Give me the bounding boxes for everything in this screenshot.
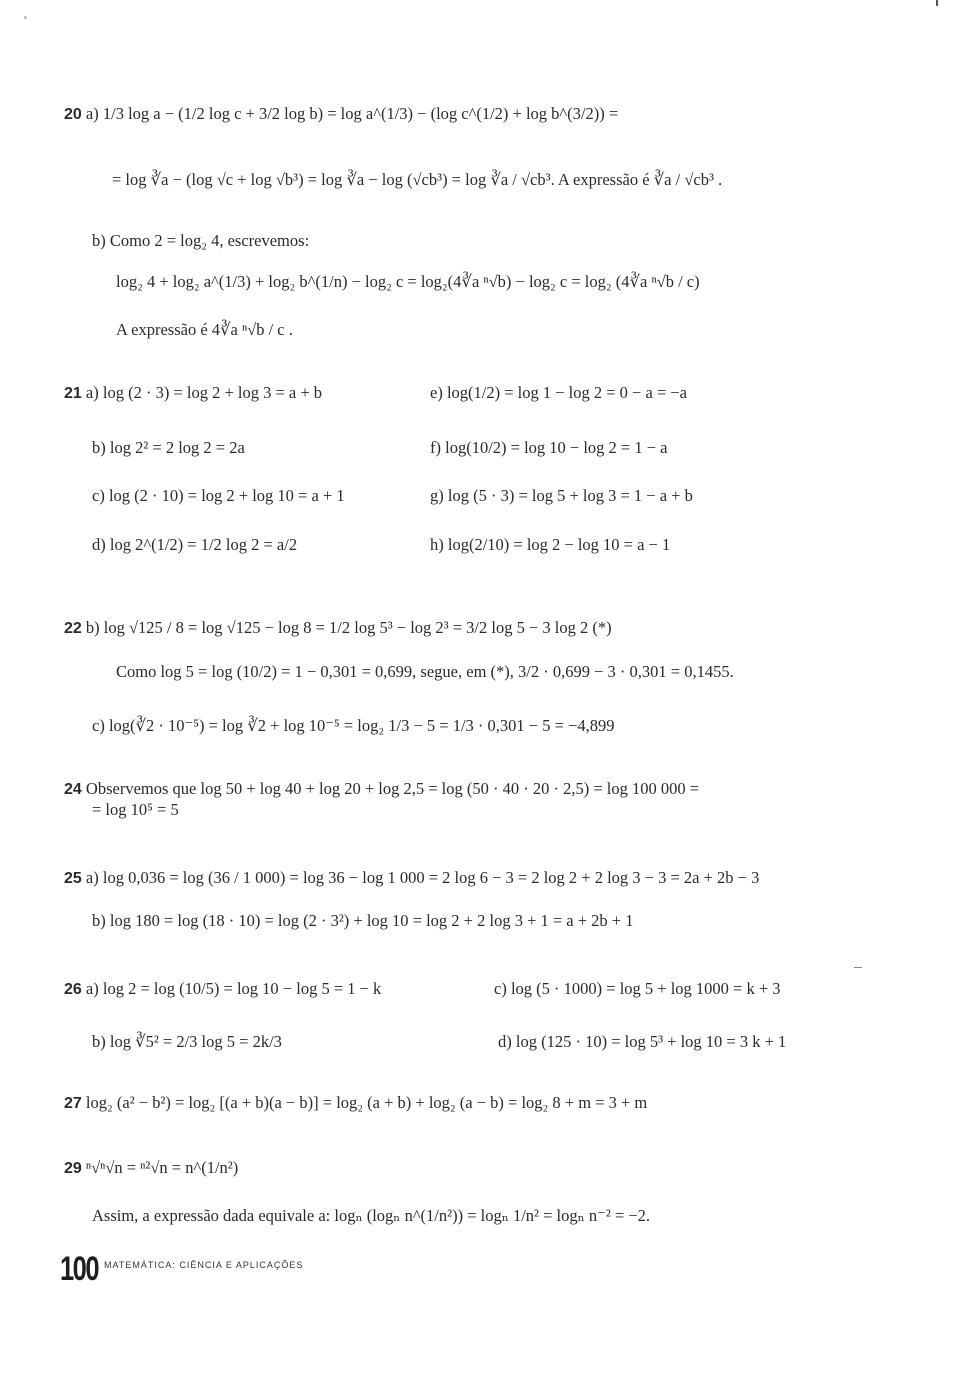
ex25-a [64,868,759,889]
ex27-text: log₂ (a² − b²) = log₂ [(a + b)(a − b)] = log₂ (a + b) + log₂ (a − b) = log₂ 8 + m = 3 + m [85,1093,648,1112]
ex21-f: f) log(10/2) = log 10 − log 2 = 1 − a [430,438,668,457]
ex22-c: c) log(∛2 · 10⁻⁵) = log ∛2 + log 10⁻⁵ = log₂ 1/3 − 5 = 1/3 · 0,301 − 5 = −4,899 [92,716,615,735]
exercise-number: 20 [64,106,82,123]
exercise-number: 22 [64,620,82,637]
ex21-d: d) log 2^(1/2) = 1/2 log 2 = a/2 [92,535,298,554]
ex21-g: g) log (5 · 3) = log 5 + log 3 = 1 − a + b [430,486,693,505]
scan-speck [24,16,27,19]
margin-dash [854,967,862,968]
book-title: MATEMÁTICA: CIÊNCIA E APLICAÇÕES [104,1260,304,1270]
ex21-a-text: a) log (2 · 3) = log 2 + log 3 = a + b [85,383,323,402]
ex29-line1 [64,1158,238,1179]
ex21-b: b) log 2² = 2 log 2 = 2a [92,438,245,457]
ex21-c: c) log (2 · 10) = log 2 + log 10 = a + 1 [92,486,345,505]
ex26-a-text: a) log 2 = log (10/5) = log 10 − log 5 = 1 − k [85,979,382,998]
ex20-line-a [64,104,618,125]
ex24-line1 [64,779,699,800]
exercise-number: 29 [64,1160,82,1177]
ex22-b [64,618,612,639]
ex26-d: d) log (125 · 10) = log 5³ + log 10 = 3 k + 1 [498,1032,787,1051]
ex21-a [64,383,322,404]
exercise-number: 26 [64,981,82,998]
ex20-line-b2: log₂ 4 + log₂ a^(1/3) + log₂ b^(1/n) − log₂ c = log₂(4∛a ⁿ√b) − log₂ c = log₂ (4∛a ⁿ√b / c) [116,272,700,291]
ex21-e: e) log(1/2) = log 1 − log 2 = 0 − a = −a [430,383,687,402]
ex26-a [64,979,381,1000]
ex26-b: b) log ∛5² = 2/3 log 5 = 2k/3 [92,1032,282,1051]
exercise-number: 27 [64,1095,82,1112]
ex29-line2: Assim, a expressão dada equivale a: logₙ (logₙ n^(1/n²)) = logₙ 1/n² = logₙ n⁻² = −2. [92,1206,651,1225]
ex20-line-b: b) Como 2 = log₂ 4, escrevemos: [92,231,310,250]
exercise-number: 24 [64,781,82,798]
ex22-b2: Como log 5 = log (10/2) = 1 − 0,301 = 0,699, segue, em (*), 3/2 · 0,699 − 3 · 0,301 = 0,1455. [116,662,734,681]
ex25-b: b) log 180 = log (18 · 10) = log (2 · 3²) + log 10 = log 2 + 2 log 3 + 1 = a + 2b + 1 [92,911,634,930]
ex24-line2: = log 10⁵ = 5 [92,800,179,819]
ex20-line-b3: A expressão é 4∛a ⁿ√b / c . [116,320,293,339]
ex27 [64,1093,647,1114]
ex25-a-text: a) log 0,036 = log (36 / 1 000) = log 36 − log 1 000 = 2 log 6 − 3 = 2 log 2 + 2 log 3 − 3 = 2a + 2b − 3 [85,868,760,887]
edge-mark [936,0,938,6]
exercise-number: 25 [64,870,82,887]
ex20-a-text: a) 1/3 log a − (1/2 log c + 3/2 log b) = log a^(1/3) − (log c^(1/2) + log b^(3/2)) = [85,104,619,123]
ex22-b-text: b) log √125 / 8 = log √125 − log 8 = 1/2 log 5³ − log 2³ = 3/2 log 5 − 3 log 2 (*) [85,618,612,637]
ex29-text: ⁿ√ⁿ√n = ⁿ²√n = n^(1/n²) [85,1158,239,1177]
ex24-text: Observemos que log 50 + log 40 + log 20 + log 2,5 = log (50 · 40 · 20 · 2,5) = log 100 000 = [85,779,700,798]
ex21-h: h) log(2/10) = log 2 − log 10 = a − 1 [430,535,671,554]
exercise-number: 21 [64,385,82,402]
ex20-line-a2: = log ∛a − (log √c + log √b³) = log ∛a − log (√cb³) = log ∛a / √cb³. A expressão é ∛a / √cb³ . [112,170,723,189]
ex26-c: c) log (5 · 1000) = log 5 + log 1000 = k + 3 [494,979,781,998]
page-number: 100 [60,1250,99,1288]
